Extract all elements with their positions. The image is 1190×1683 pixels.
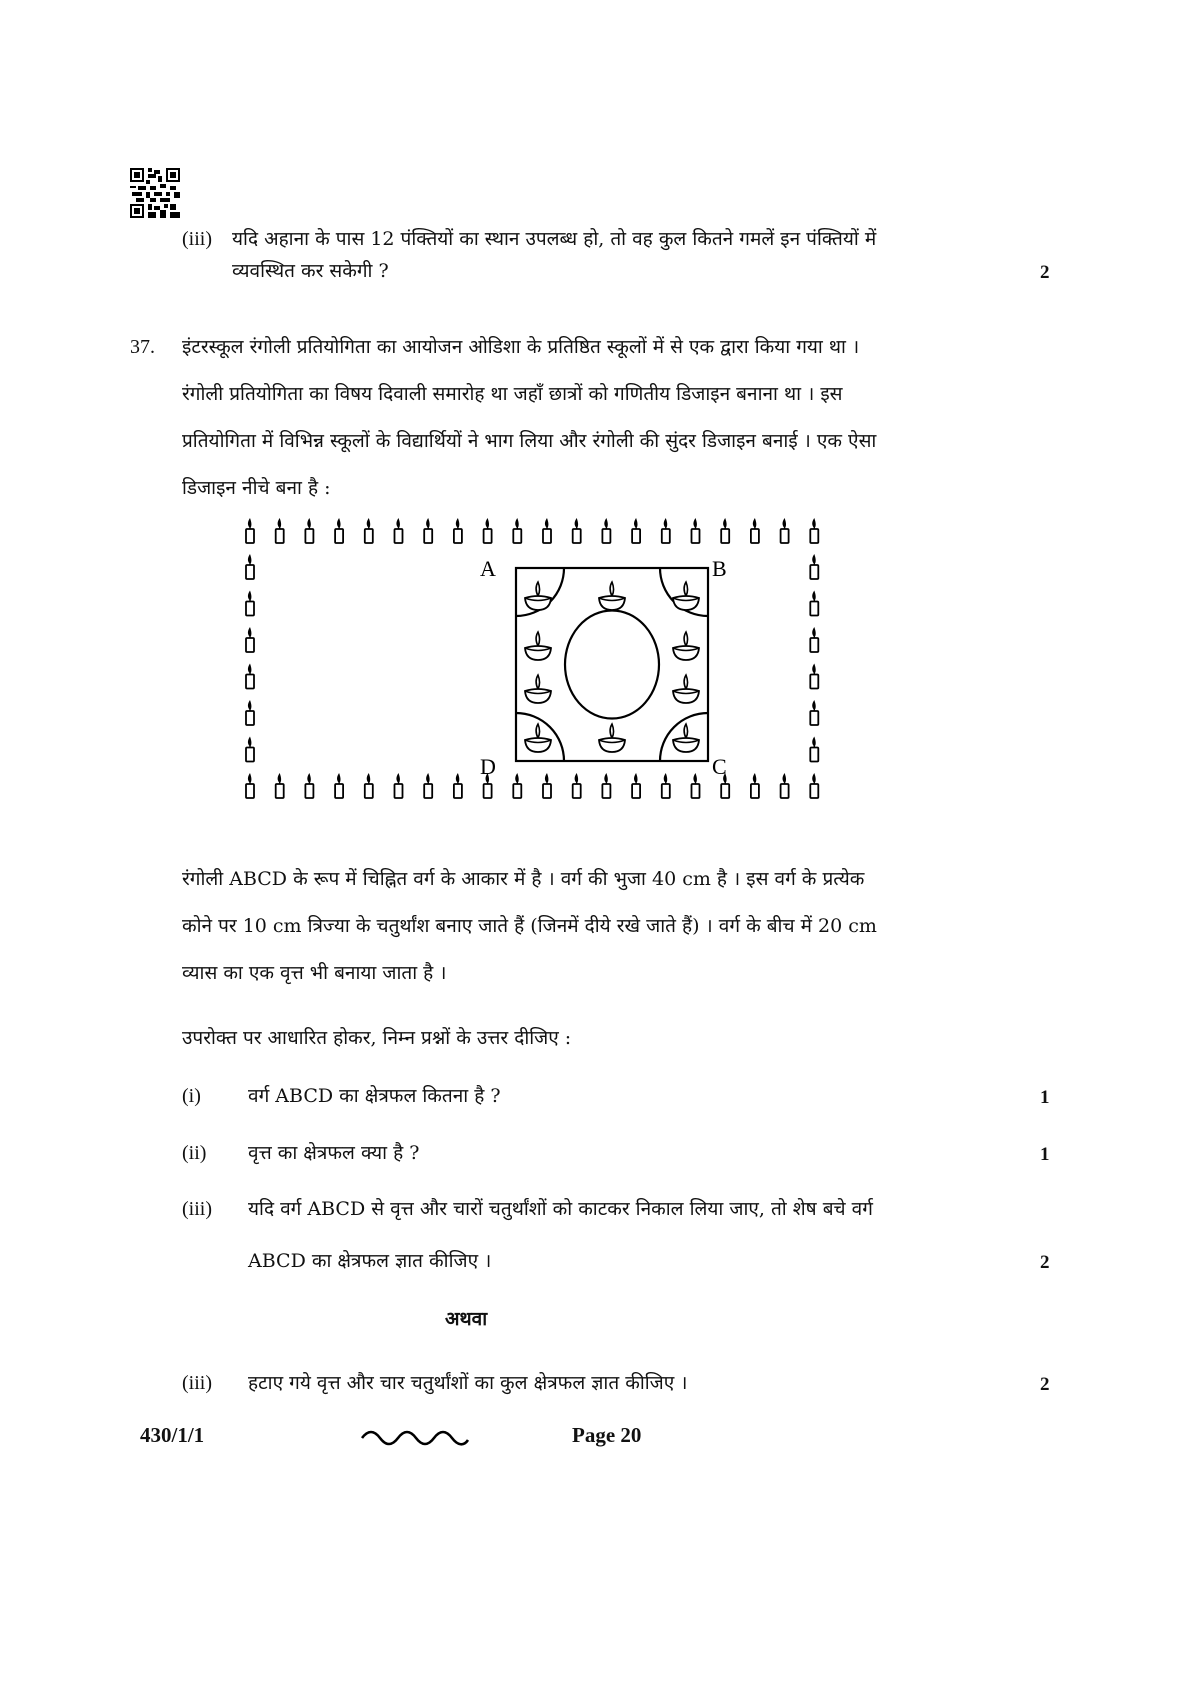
question-text: व्यवस्थित कर सकेगी ? xyxy=(232,260,389,282)
intro-line: प्रतियोगिता में विभिन्न स्कूलों के विद्यार्थियों ने भाग लिया और रंगोली की सुंदर डिजाइन बनाई । एक ऐसा xyxy=(182,430,877,452)
part-text: वृत्त का क्षेत्रफल क्या है ? xyxy=(248,1142,420,1164)
part-text: ABCD का क्षेत्रफल ज्ञात कीजिए । xyxy=(248,1250,492,1272)
part-label: (ii) xyxy=(182,1142,207,1164)
part-label: (i) xyxy=(182,1085,201,1107)
vertex-label-c: C xyxy=(712,754,727,779)
question-text: यदि अहाना के पास 12 पंक्तियों का स्थान उपलब्ध हो, तो वह कुल कितने गमलें इन पंक्तियों में xyxy=(232,228,877,250)
sub-question-label: (iii) xyxy=(182,228,212,250)
part-text: यदि वर्ग ABCD से वृत्त और चारों चतुर्थांशों को काटकर निकाल लिया जाए, तो शेष बचे वर्ग xyxy=(248,1198,873,1220)
marks: 2 xyxy=(1040,262,1050,283)
marks: 1 xyxy=(1040,1144,1050,1165)
part-text: वर्ग ABCD का क्षेत्रफल कितना है ? xyxy=(248,1085,501,1107)
question-number: 37. xyxy=(130,336,155,358)
paper-code: 430/1/1 xyxy=(140,1423,205,1447)
vertex-label-b: B xyxy=(712,556,727,581)
part-label: (iii) xyxy=(182,1198,212,1220)
part-text: हटाए गये वृत्त और चार चतुर्थांशों का कुल क्षेत्रफल ज्ञात कीजिए । xyxy=(248,1372,688,1394)
wave-ornament-icon xyxy=(360,1428,470,1446)
instruction: उपरोक्त पर आधारित होकर, निम्न प्रश्नों के उत्तर दीजिए : xyxy=(182,1027,572,1049)
intro-line: इंटरस्कूल रंगोली प्रतियोगिता का आयोजन ओडिशा के प्रतिष्ठित स्कूलों में से एक द्वारा किया गया था । xyxy=(182,336,860,358)
marks: 2 xyxy=(1040,1374,1050,1395)
vertex-label-a: A xyxy=(480,556,496,581)
intro-line: रंगोली प्रतियोगिता का विषय दिवाली समारोह था जहाँ छात्रों को गणितीय डिजाइन बनाना था । इस xyxy=(182,383,843,405)
description-line: व्यास का एक वृत्त भी बनाया जाता है । xyxy=(182,962,447,984)
description-line: कोने पर 10 cm त्रिज्या के चतुर्थांश बनाए जाते हैं (जिनमें दीये रखे जाते हैं) । वर्ग के बीच में 20 cm xyxy=(182,915,877,937)
rangoli-diagram xyxy=(240,518,880,808)
diya-lamps xyxy=(525,582,699,752)
intro-line: डिजाइन नीचे बना है : xyxy=(182,477,331,499)
or-label: अथवा xyxy=(445,1308,488,1330)
description-line: रंगोली ABCD के रूप में चिह्नित वर्ग के आकार में है । वर्ग की भुजा 40 cm है । इस वर्ग के प्रत्येक xyxy=(182,868,865,890)
page-number: Page 20 xyxy=(572,1423,642,1447)
part-label: (iii) xyxy=(182,1372,212,1394)
marks: 1 xyxy=(1040,1087,1050,1108)
vertex-label-d: D xyxy=(480,754,496,779)
qr-code-icon xyxy=(130,168,180,218)
marks: 2 xyxy=(1040,1252,1050,1273)
